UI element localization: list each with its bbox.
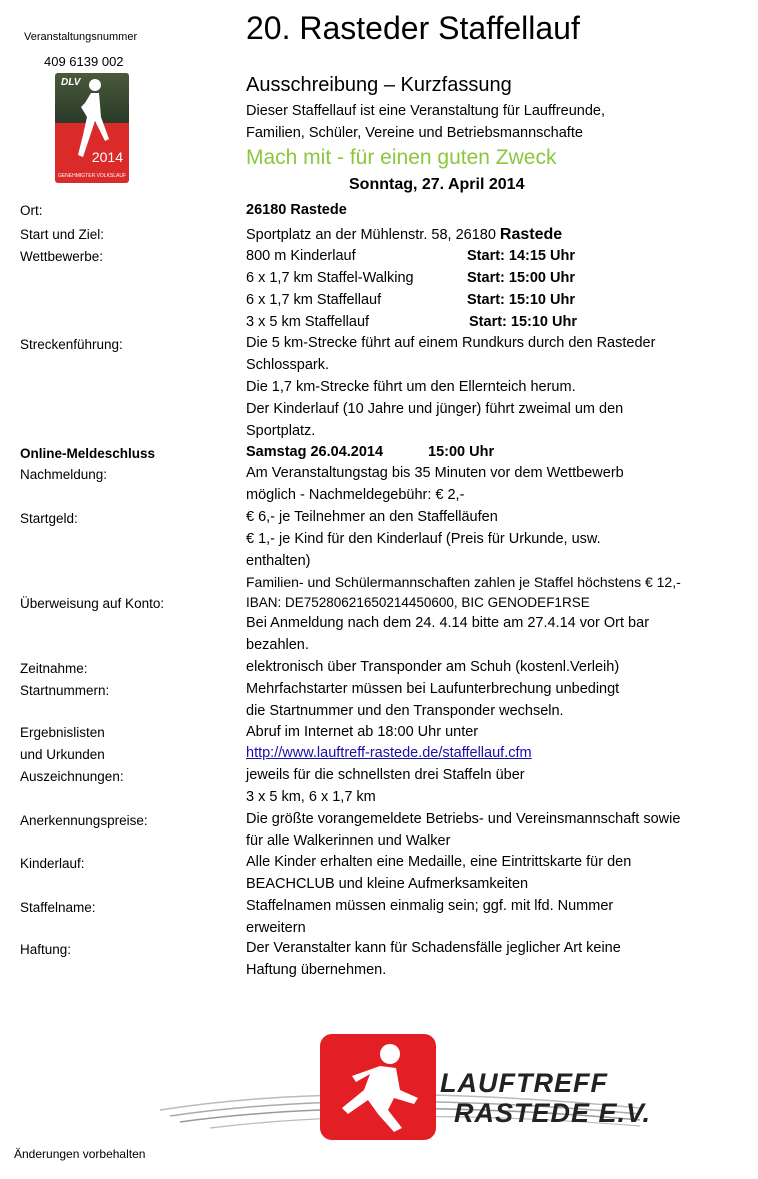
startgeld-line: € 1,- je Kind für den Kinderlauf (Preis für Urkunde, usw. — [246, 531, 601, 547]
haftung-line: Haftung übernehmen. — [246, 962, 387, 978]
strecke-line: Schlosspark. — [246, 357, 330, 373]
intro-line-1: Dieser Staffellauf ist eine Veranstaltung für Lauffreunde, — [246, 103, 605, 119]
konto-line: bezahlen. — [246, 637, 309, 653]
value-zeitnahme: elektronisch über Transponder am Schuh (kostenl.Verleih) — [246, 659, 620, 675]
staffelname-line: Staffelnamen müssen einmalig sein; ggf. mit lfd. Nummer — [246, 898, 614, 914]
label-ort: Ort: — [20, 203, 43, 218]
competition-start: Start: 15:00 Uhr — [467, 270, 575, 286]
kinderlauf-line: BEACHCLUB und kleine Aufmerksamkeiten — [246, 876, 529, 892]
label-zeitnahme: Zeitnahme: — [20, 661, 88, 676]
konto-line: Bei Anmeldung nach dem 24. 4.14 bitte am 27.4.14 vor Ort bar — [246, 615, 650, 631]
label-wettbewerbe: Wettbewerbe: — [20, 249, 104, 264]
label-nachmeldung: Nachmeldung: — [20, 467, 108, 482]
staffelname-line: erweitern — [246, 920, 306, 936]
dlv-logo — [55, 73, 129, 183]
startnummern-line: die Startnummer und den Transponder wechseln. — [246, 703, 564, 719]
strecke-line: Die 5 km-Strecke führt auf einem Rundkurs durch den Rasteder — [246, 335, 656, 351]
competition-start: Start: 15:10 Uhr — [469, 314, 577, 330]
logo-text-lauftreff: LAUFTREFF — [440, 1068, 608, 1098]
startgeld-line: enthalten) — [246, 553, 311, 569]
label-startgeld: Startgeld: — [20, 511, 78, 526]
label-kinderlauf: Kinderlauf: — [20, 856, 85, 871]
haftung-line: Der Veranstalter kann für Schadensfälle jeglicher Art keine — [246, 940, 621, 956]
competition-name: 6 x 1,7 km Staffellauf — [246, 292, 382, 308]
strecke-line: Der Kinderlauf (10 Jahre und jünger) führt zweimal um den — [246, 401, 624, 417]
label-startnummern: Startnummern: — [20, 683, 110, 698]
dlv-brand: DLV — [61, 77, 81, 88]
value-iban: IBAN: DE75280621650214450600, BIC GENODEF1RSE — [246, 595, 590, 610]
label-anerkennung: Anerkennungspreise: — [20, 813, 148, 828]
results-link[interactable]: http://www.lauftreff-rastede.de/staffellauf.cfm — [246, 745, 532, 761]
startnummern-line: Mehrfachstarter müssen bei Laufunterbrechung unbedingt — [246, 681, 620, 697]
value-meldeschluss: Samstag 26.04.2014 — [246, 444, 384, 460]
value-ergebnis: Abruf im Internet ab 18:00 Uhr unter — [246, 724, 479, 740]
dlv-year: 2014 — [91, 149, 123, 165]
label-konto: Überweisung auf Konto: — [20, 596, 165, 611]
competition-name: 6 x 1,7 km Staffel-Walking — [246, 270, 414, 286]
page-title: 20. Rasteder Staffellauf — [246, 10, 580, 46]
label-ergebnis-2: und Urkunden — [20, 747, 105, 762]
startgeld-line: Familien- und Schülermannschaften zahlen je Staffel höchstens € 12,- — [246, 574, 681, 590]
nachmeldung-line: möglich - Nachmeldegebühr: € 2,- — [246, 487, 465, 503]
competition-name: 800 m Kinderlauf — [246, 248, 356, 264]
intro-line-2: Familien, Schüler, Vereine und Betriebsmannschafte — [246, 125, 583, 141]
dlv-caption: GENEHMIGTER VOLKSLAUF — [57, 173, 127, 179]
footer-note: Änderungen vorbehalten — [14, 1147, 146, 1161]
competition-name: 3 x 5 km Staffellauf — [246, 314, 370, 330]
label-haftung: Haftung: — [20, 942, 72, 957]
strecke-line: Die 1,7 km-Strecke führt um den Ellernteich herum. — [246, 379, 576, 395]
label-meldeschluss: Online-Meldeschluss — [20, 446, 156, 461]
meldeschluss-time: 15:00 Uhr — [428, 444, 495, 460]
event-number: 409 6139 002 — [44, 54, 124, 69]
auszeichnungen-line: 3 x 5 km, 6 x 1,7 km — [246, 789, 376, 805]
strecke-line: Sportplatz. — [246, 423, 316, 439]
value-ort: 26180 Rastede — [246, 202, 347, 218]
competition-start: Start: 14:15 Uhr — [467, 248, 575, 264]
runner-icon — [328, 1040, 428, 1136]
startgeld-line: € 6,- je Teilnehmer an den Staffelläufen — [246, 509, 498, 525]
event-number-label: Veranstaltungsnummer — [24, 31, 138, 43]
event-date: Sonntag, 27. April 2014 — [349, 176, 525, 193]
label-start-ziel: Start und Ziel: — [20, 227, 105, 242]
lauftreff-logo — [320, 1034, 436, 1140]
label-auszeichnungen: Auszeichnungen: — [20, 769, 124, 784]
label-strecke: Streckenführung: — [20, 337, 123, 352]
kinderlauf-line: Alle Kinder erhalten eine Medaille, eine Eintrittskarte für den — [246, 854, 632, 870]
slogan: Mach mit - für einen guten Zweck — [246, 146, 557, 169]
competition-start: Start: 15:10 Uhr — [467, 292, 575, 308]
anerkennung-line: für alle Walkerinnen und Walker — [246, 833, 451, 849]
page-subtitle: Ausschreibung – Kurzfassung — [246, 74, 512, 96]
label-staffelname: Staffelname: — [20, 900, 96, 915]
label-ergebnis-1: Ergebnislisten — [20, 725, 105, 740]
logo-text-rastede: RASTEDE E.V. — [454, 1098, 652, 1128]
anerkennung-line: Die größte vorangemeldete Betriebs- und Vereinsmannschaft sowie — [246, 811, 681, 827]
auszeichnungen-line: jeweils für die schnellsten drei Staffeln über — [246, 767, 525, 783]
nachmeldung-line: Am Veranstaltungstag bis 35 Minuten vor dem Wettbewerb — [246, 465, 624, 481]
value-start-ziel: Sportplatz an der Mühlenstr. 58, 26180 Rastede — [246, 226, 563, 243]
